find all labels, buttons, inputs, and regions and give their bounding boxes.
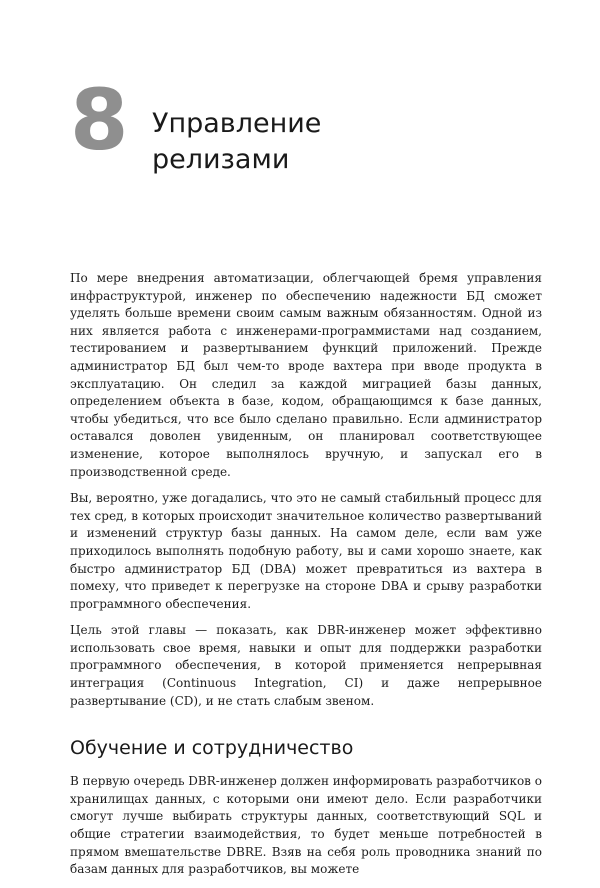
intro-paragraph-3: Цель этой главы — показать, как DBR-инженер может эффективно использовать свое время, навыки и опыт для поддержки разработки программного обеспечения, в которой применяется непрерывная интеграция (Continuous Integration, CI) и даже непрерывное развертывание (CD), и не стать слабым звеном. [70, 623, 542, 708]
section-paragraph: В первую очередь DBR-инженер должен информировать разработчиков о хранилищах данных, с которыми они имеют дело. Если разработчики смогут лучше выбирать структуры данных, соответствующий SQL и общие стратегии взаимодействия, то будет меньше потребностей в прямом вмешательстве DBRE. Взяв на себя роль проводника знаний по базам данных для разработчиков, вы можете [70, 774, 542, 877]
chapter-title [152, 106, 512, 178]
section-heading: Обучение и сотрудничество [70, 737, 354, 760]
chapter-body [70, 270, 542, 888]
chapter-title-line-1: Управление [152, 108, 322, 139]
intro-paragraph-2: Вы, вероятно, уже догадались, что это не самый стабильный процесс для тех сред, в которых происходит значительное количество развертываний и изменений структур базы данных. На самом деле, если вам уже приходилось выполнять подобную работу, вы и сами хорошо знаете, как быстро администратор БД (DBA) может превратиться из вахтера в помеху, что приведет к перегрузке на стороне DBA и срыву разработки программного обеспечения. [70, 491, 542, 611]
intro-paragraph-1: По мере внедрения автоматизации, облегчающей бремя управления инфраструктурой, инженер по обеспечению надежности БД сможет уделять больше времени своим самым важным обязанностям. Одной из них является работа с инженерами-программистами над созданием, тестированием и развертыванием функций приложений. Прежде администратор БД был чем-то вроде вахтера при вводе продукта в эксплуатацию. Он следил за каждой миграцией базы данных, определением объекта в базе, кодом, обращающимся к базе данных, чтобы убедиться, что все было сделано правильно. Если администратор оставался доволен увиденным, он планировал соответствующее изменение, которое выполнялось вручную, и запускал его в производственной среде. [70, 271, 542, 479]
chapter-number: 8 [70, 71, 129, 169]
chapter-title-line-2: релизами [152, 144, 290, 175]
